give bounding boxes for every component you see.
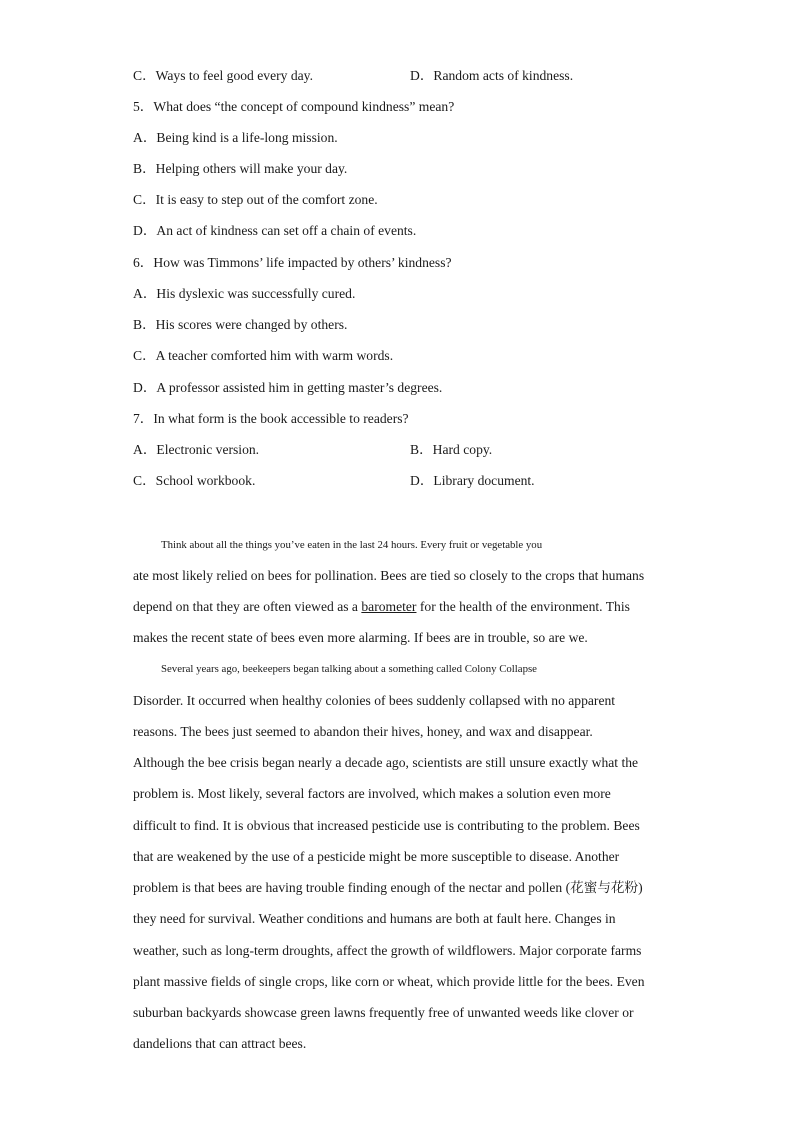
q6-option-d[interactable]: D．A professor assisted him in getting master’s degrees. [133,380,443,395]
passage-p2-line-7: that are weakened by the use of a pesticide might be more susceptible to disease. Another [133,849,620,864]
q6-option-a[interactable]: A．His dyslexic was successfully cured. [133,286,356,301]
underlined-word-barometer: barometer [361,599,417,614]
q7-options-ab [133,441,693,459]
passage-p2-line-10: weather, such as long-term droughts, affect the growth of wildflowers. Major corporate farms [133,943,642,958]
passage-p1-line-2: ate most likely relied on bees for pollination. Bees are tied so closely to the crops that humans [133,568,645,583]
q5-option-a[interactable]: A．Being kind is a life-long mission. [133,130,338,145]
q5-option-c[interactable]: C．It is easy to step out of the comfort zone. [133,192,378,207]
passage-p2-line-9: they need for survival. Weather conditions and humans are both at fault here. Changes in [133,911,616,926]
q4-option-d[interactable]: D．Random acts of kindness. [410,68,574,83]
passage-p1-line-1: Think about all the things you’ve eaten in the last 24 hours. Every fruit or vegetable you [161,539,543,551]
passage-p2-line-3: reasons. The bees just seemed to abandon their hives, honey, and wax and disappear. [133,724,593,739]
q6-question: 6．How was Timmons’ life impacted by others’ kindness? [133,255,452,270]
q5-option-b[interactable]: B．Helping others will make your day. [133,161,348,176]
passage-p1-line-3 [133,598,661,616]
passage-p1-line-4: makes the recent state of bees even more alarming. If bees are in trouble, so are we. [133,630,588,645]
q6-option-c[interactable]: C．A teacher comforted him with warm words. [133,348,394,363]
passage-p2-line-13: dandelions that can attract bees. [133,1036,307,1051]
passage-p2-line-11: plant massive fields of single crops, like corn or wheat, which provide little for the bees. Even [133,974,645,989]
passage-p2-line-1: Several years ago, beekeepers began talking about a something called Colony Collapse [161,663,537,675]
q4-option-c[interactable]: C．Ways to feel good every day. [133,68,313,83]
passage-p2-line-12: suburban backyards showcase green lawns frequently free of unwanted weeds like clover or [133,1005,634,1020]
passage-p2-line-2: Disorder. It occurred when healthy colonies of bees suddenly collapsed with no apparent [133,693,616,708]
passage-p1-line-3-start: depend on that they are often viewed as a [133,599,362,614]
passage-p2-line-8: problem is that bees are having trouble finding enough of the nectar and pollen (花蜜与花粉) [133,880,643,895]
q7-options-cd [133,472,693,490]
passage-p2-line-6: difficult to find. It is obvious that increased pesticide use is contributing to the problem. Bees [133,818,640,833]
q7-option-a[interactable]: A．Electronic version. [133,442,260,457]
passage-p1-line-3-end: for the health of the environment. This [416,599,630,614]
q7-option-b[interactable]: B．Hard copy. [410,442,493,457]
q7-option-d[interactable]: D．Library document. [410,473,535,488]
q5-option-d[interactable]: D．An act of kindness can set off a chain of events. [133,223,417,238]
q7-option-c[interactable]: C．School workbook. [133,473,256,488]
q5-question: 5．What does “the concept of compound kindness” mean? [133,99,455,114]
q4-options-cd [133,67,693,85]
q7-question: 7．In what form is the book accessible to readers? [133,411,409,426]
passage-p2-line-4: Although the bee crisis began nearly a decade ago, scientists are still unsure exactly what the [133,755,639,770]
q6-option-b[interactable]: B．His scores were changed by others. [133,317,348,332]
passage-p2-line-5: problem is. Most likely, several factors are involved, which makes a solution even more [133,786,611,801]
